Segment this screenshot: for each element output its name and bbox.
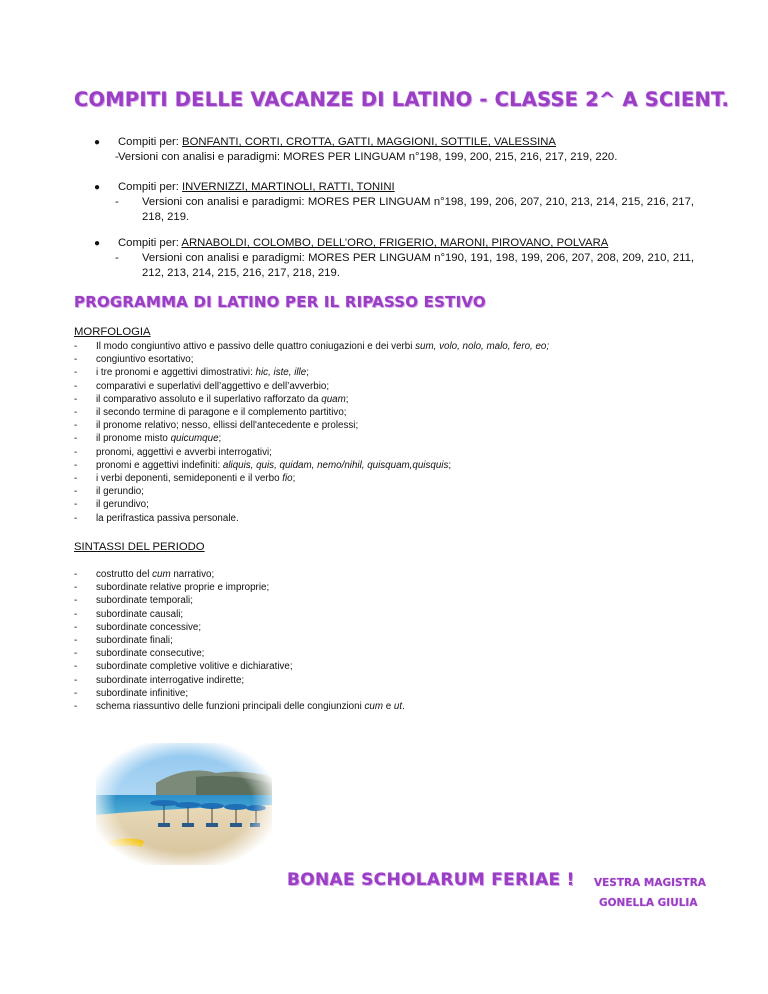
closing-greeting: BONAE SCHOLARUM FERIAE ! — [287, 870, 575, 890]
programma-title: PROGRAMMA DI LATINO PER IL RIPASSO ESTIVO — [74, 293, 486, 311]
assignment-block: ● Compiti per: INVERNIZZI, MARTINOLI, RATTI, TONINI - Versioni con analisi e paradigmi: MORES PER LINGUAM n°198, 199, 206, 207, 210, 213, 214, 215, 216, 217, 218, 219. — [94, 181, 694, 223]
list-item: - il gerundivo; — [74, 498, 634, 511]
assignment-students: ARNABOLDI, COLOMBO, DELL’ORO, FRIGERIO, MARONI, PIROVANO, POLVARA — [181, 237, 609, 249]
list-item: - i verbi deponenti, semideponenti e il verbo fio; — [74, 472, 634, 485]
assignment-versions: Versioni con analisi e paradigmi: MORES PER LINGUAM n°198, 199, 200, 215, 216, 217, 219, 220. — [118, 151, 618, 163]
assignment-students: INVERNIZZI, MARTINOLI, RATTI, TONINI — [182, 181, 395, 193]
list-item: - pronomi, aggettivi e avverbi interrogativi; — [74, 446, 634, 459]
assignment-prefix: Compiti per: — [118, 181, 183, 193]
list-item: - schema riassuntivo delle funzioni principali delle congiunzioni cum e ut. — [74, 700, 634, 713]
assignment-prefix: Compiti per: — [118, 237, 182, 249]
sintassi-list — [74, 568, 634, 713]
bullet-icon: ● — [94, 238, 101, 249]
list-item: - il pronome misto quicumque; — [74, 432, 634, 445]
list-item: - il pronome relativo; nesso, ellissi dell'antecedente e prolessi; — [74, 419, 634, 432]
bullet-icon: ● — [94, 182, 101, 193]
list-item: - subordinate finali; — [74, 634, 634, 647]
morfologia-heading: MORFOLOGIA — [74, 326, 151, 338]
list-item: - il gerundio; — [74, 485, 634, 498]
assignment-students: BONFANTI, CORTI, CROTTA, GATTI, MAGGIONI, SOTTILE, VALESSINA — [182, 136, 556, 148]
signature-line-2: GONELLA GIULIA — [599, 897, 698, 909]
list-item: - subordinate causali; — [74, 608, 634, 621]
sintassi-heading: SINTASSI DEL PERIODO — [74, 541, 205, 553]
list-item: - il comparativo assoluto e il superlativo rafforzato da quam; — [74, 393, 634, 406]
assignment-block: ● Compiti per: BONFANTI, CORTI, CROTTA, GATTI, MAGGIONI, SOTTILE, VALESSINA - Versioni con analisi e paradigmi: MORES PER LINGUAM n°198, 199, 200, 215, 216, 217, 219, 220. — [94, 135, 694, 165]
list-item: - congiuntivo esortativo; — [74, 353, 634, 366]
list-item: - subordinate temporali; — [74, 594, 634, 607]
list-item: - costrutto del cum narrativo; — [74, 568, 634, 581]
bullet-icon: ● — [94, 137, 101, 148]
list-item: - il secondo termine di paragone e il complemento partitivo; — [74, 406, 634, 419]
signature-line-1: VESTRA MAGISTRA — [594, 877, 706, 889]
list-item: - i tre pronomi e aggettivi dimostrativi: hic, iste, ille; — [74, 366, 634, 379]
list-item: - Il modo congiuntivo attivo e passivo delle quattro coniugazioni e dei verbi sum, volo, nolo, malo, fero, eo; — [74, 340, 634, 353]
assignment-prefix: Compiti per: — [118, 136, 183, 148]
list-item: - comparativi e superlativi dell’aggettivo e dell’avverbio; — [74, 380, 634, 393]
assignment-versions: Versioni con analisi e paradigmi: MORES PER LINGUAM n°198, 199, 206, 207, 210, 213, 214, 215, 216, 217, 218, 219. — [142, 196, 694, 223]
list-item: - subordinate consecutive; — [74, 647, 634, 660]
list-item: - subordinate concessive; — [74, 621, 634, 634]
list-item: - la perifrastica passiva personale. — [74, 512, 634, 525]
assignment-versions: Versioni con analisi e paradigmi: MORES PER LINGUAM n°190, 191, 198, 199, 206, 207, 208, 209, 210, 211, 212, 213, 214, 215, 216, 217, 218, 219. — [142, 252, 694, 279]
list-item: - subordinate interrogative indirette; — [74, 674, 634, 687]
list-item: - subordinate relative proprie e improprie; — [74, 581, 634, 594]
list-item: - pronomi e aggettivi indefiniti: aliquis, quis, quidam, nemo/nihil, quisquam,quisquis; — [74, 459, 634, 472]
list-item: - subordinate infinitive; — [74, 687, 634, 700]
page-title: COMPITI DELLE VACANZE DI LATINO - CLASSE 2^ A SCIENT. — [74, 88, 730, 111]
assignment-block: ● Compiti per: ARNABOLDI, COLOMBO, DELL’ORO, FRIGERIO, MARONI, PIROVANO, POLVARA - Versioni con analisi e paradigmi: MORES PER LINGUAM n°190, 191, 198, 199, 206, 207, 208, 209, 210, 211, 212, 213, 214, 215, 216, 217, 218, 219. — [94, 237, 694, 279]
beach-photo — [96, 743, 272, 865]
list-item: - subordinate completive volitive e dichiarative; — [74, 660, 634, 673]
morfologia-list — [74, 340, 634, 525]
